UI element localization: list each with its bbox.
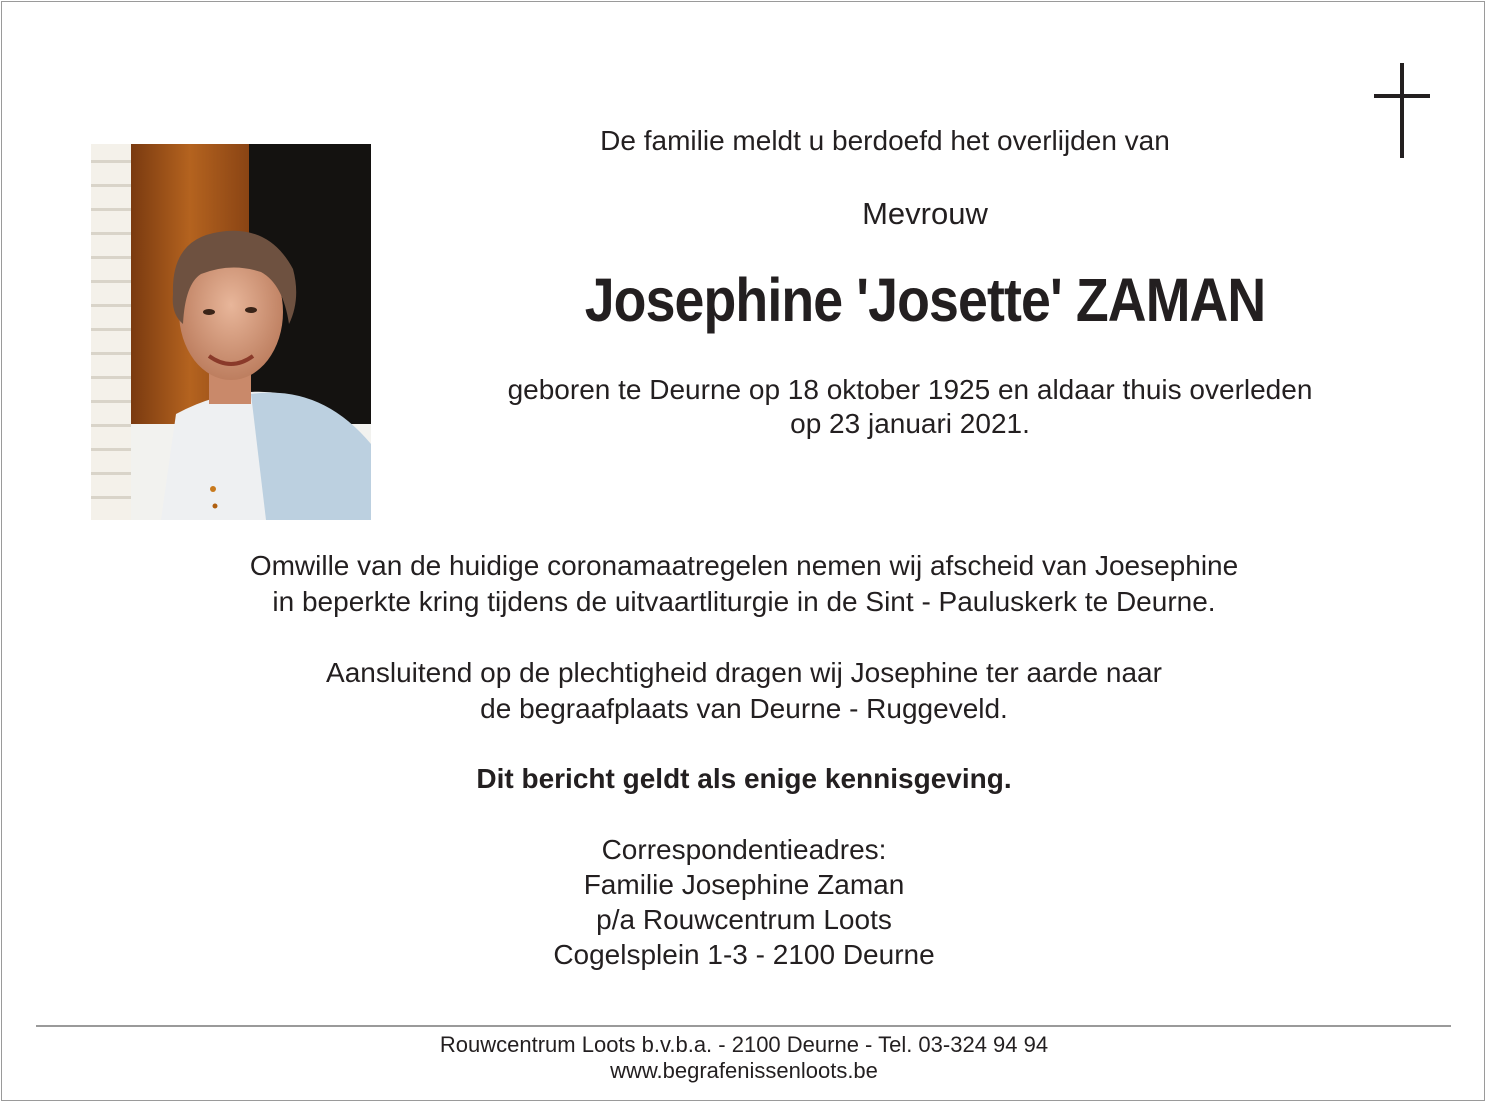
birth-line-2: op 23 januari 2021.: [790, 408, 1030, 439]
footer-website-link[interactable]: www.begrafenissenloots.be: [610, 1058, 878, 1083]
funeral-paragraph-1-line-1: Omwille van de huidige coronamaatregelen nemen wij afscheid van Joesephine: [249, 550, 1239, 581]
deceased-name: Josephine 'Josette' ZAMAN: [584, 266, 1266, 334]
portrait-photo: [91, 144, 371, 520]
correspondence-address: [100, 832, 1388, 972]
footer-divider: [36, 1025, 1451, 1027]
intro-line: De familie meldt u berdoefd het overlijden van: [600, 125, 1170, 156]
footer-company: Rouwcentrum Loots b.v.b.a. - 2100 Deurne - Tel. 03-324 94 94: [439, 1032, 1049, 1057]
notice-statement: Dit bericht geldt als enige kennisgeving.: [476, 763, 1012, 794]
funeral-paragraph-1: [100, 548, 1388, 620]
funeral-paragraph-2-line-1: Aansluitend op de plechtigheid dragen wij Josephine ter aarde naar: [326, 657, 1162, 688]
correspondence-heading: Correspondentieadres:: [601, 834, 887, 865]
funeral-paragraph-2: [100, 655, 1388, 727]
correspondence-line-3: Cogelsplein 1-3 - 2100 Deurne: [553, 939, 935, 970]
correspondence-line-1: Familie Josephine Zaman: [583, 869, 905, 900]
funeral-paragraph-2-line-2: de begraafplaats van Deurne - Ruggeveld.: [480, 693, 1008, 724]
birth-death-line: [440, 373, 1380, 441]
salutation: Mevrouw: [862, 196, 988, 231]
cross-icon: [1374, 63, 1430, 158]
funeral-paragraph-1-line-2: in beperkte kring tijdens de uitvaartliturgie in de Sint - Pauluskerk te Deurne.: [272, 586, 1216, 617]
correspondence-line-2: p/a Rouwcentrum Loots: [596, 904, 892, 935]
birth-line-1: geboren te Deurne op 18 oktober 1925 en aldaar thuis overleden: [507, 374, 1313, 405]
